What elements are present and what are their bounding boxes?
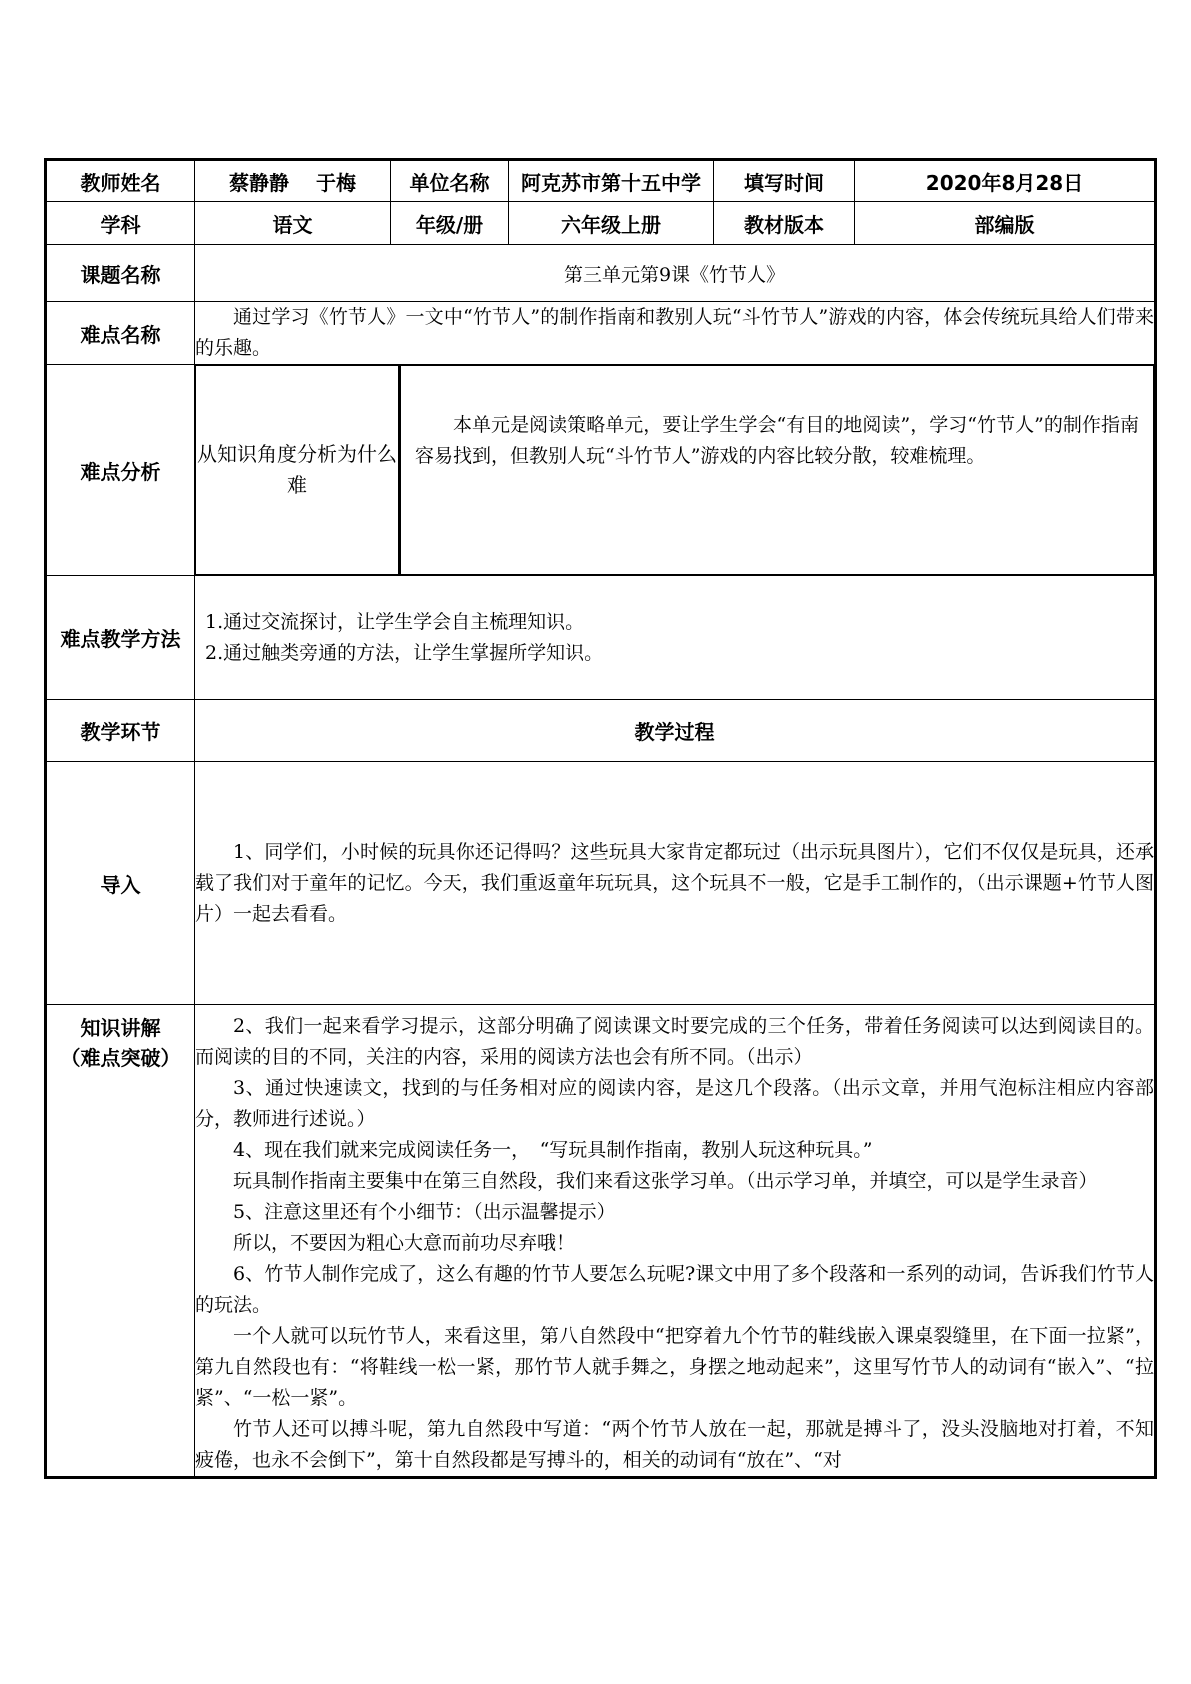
method-item-1: 1.通过交流探讨，让学生学会自主梳理知识。 — [205, 610, 585, 633]
unit-value: 阿克苏市第十五中学 — [509, 160, 714, 202]
knowledge-paragraph: 所以，不要因为粗心大意而前功尽弃哦！ — [233, 1232, 576, 1254]
stage-label: 教学环节 — [46, 700, 195, 762]
knowledge-value — [195, 1005, 1156, 1478]
date-label: 填写时间 — [714, 160, 855, 202]
method-row — [46, 576, 1156, 700]
edition-label: 教材版本 — [714, 202, 855, 245]
topic-value: 第三单元第9课《竹节人》 — [195, 245, 1156, 302]
grade-label: 年级/册 — [391, 202, 509, 245]
intro-text: 1、同学们，小时候的玩具你还记得吗？这些玩具大家肯定都玩过（出示玩具图片），它们不仅仅是玩具，还承载了我们对于童年的记忆。今天，我们重返童年玩玩具，这个玩具不一般，它是手工制作的，（出示课题+竹节人图片）一起去看看。 — [195, 840, 1154, 925]
analysis-value — [400, 366, 1154, 575]
knowledge-paragraph: 竹节人还可以搏斗呢，第九自然段中写道：“两个竹节人放在一起，那就是搏斗了，没头没脑地对打着，不知疲倦，也永不会倒下”，第十自然段都是写搏斗的，相关的动词有“放在”、“对 — [195, 1418, 1154, 1471]
method-value — [195, 576, 1156, 700]
analysis-sub-label: 从知识角度分析为什么难 — [196, 366, 400, 575]
process-header-row — [46, 700, 1156, 762]
analysis-cell — [195, 365, 1156, 576]
topic-label: 课题名称 — [46, 245, 195, 302]
method-label: 难点教学方法 — [46, 576, 195, 700]
difficulty-text: 通过学习《竹节人》一文中“竹节人”的制作指南和教别人玩“斗竹节人”游戏的内容，体会传统玩具给人们带来的乐趣。 — [195, 306, 1154, 359]
difficulty-label: 难点名称 — [46, 302, 195, 365]
knowledge-paragraph: 5、注意这里还有个小细节：（出示温馨提示） — [233, 1201, 616, 1223]
analysis-row — [46, 365, 1156, 576]
knowledge-paragraph: 玩具制作指南主要集中在第三自然段，我们来看这张学习单。（出示学习单，并填空，可以是学生录音） — [233, 1170, 1098, 1192]
grade-value: 六年级上册 — [509, 202, 714, 245]
header-row-1 — [46, 160, 1156, 202]
knowledge-paragraph: 4、现在我们就来完成阅读任务一， “写玩具制作指南，教别人玩这种玩具。” — [233, 1139, 873, 1161]
knowledge-label-line1: 知识讲解 — [80, 1016, 161, 1040]
method-item-2: 2.通过触类旁通的方法，让学生掌握所学知识。 — [205, 641, 604, 664]
date-value: 2020年8月28日 — [855, 160, 1156, 202]
knowledge-row — [46, 1005, 1156, 1478]
knowledge-paragraph: 6、竹节人制作完成了，这么有趣的竹节人要怎么玩呢?课文中用了多个段落和一系列的动词，告诉我们竹节人的玩法。 — [195, 1263, 1154, 1316]
process-label: 教学过程 — [195, 700, 1156, 762]
knowledge-label — [46, 1005, 195, 1478]
difficulty-row — [46, 302, 1156, 365]
analysis-text: 本单元是阅读策略单元，要让学生学会“有目的地阅读”，学习“竹节人”的制作指南容易找到，但教别人玩“斗竹节人”游戏的内容比较分散，较难梳理。 — [415, 414, 1139, 467]
lesson-plan-sheet — [44, 158, 1154, 1479]
lesson-plan-table — [44, 158, 1157, 1479]
edition-value: 部编版 — [855, 202, 1156, 245]
knowledge-paragraph: 2、我们一起来看学习提示，这部分明确了阅读课文时要完成的三个任务，带着任务阅读可以达到阅读目的。而阅读的目的不同，关注的内容，采用的阅读方法也会有所不同。（出示） — [195, 1015, 1154, 1068]
header-row-2 — [46, 202, 1156, 245]
knowledge-paragraph: 一个人就可以玩竹节人，来看这里，第八自然段中“把穿着九个竹节的鞋线嵌入课桌裂缝里，在下面一拉紧”，第九自然段也有：“将鞋线一松一紧，那竹节人就手舞之，身摆之地动起来”，这里写竹节人的动词有“嵌入”、“拉紧”、“一松一紧”。 — [195, 1325, 1154, 1409]
knowledge-label-line2: （难点突破） — [60, 1046, 181, 1070]
subject-label: 学科 — [46, 202, 195, 245]
knowledge-paragraph: 3、通过快速读文，找到的与任务相对应的阅读内容，是这几个段落。（出示文章，并用气泡标注相应内容部分，教师进行述说。） — [195, 1077, 1154, 1130]
intro-row — [46, 762, 1156, 1005]
teacher-label: 教师姓名 — [46, 160, 195, 202]
analysis-label: 难点分析 — [46, 365, 195, 576]
difficulty-value — [195, 302, 1156, 365]
teacher-value: 蔡静静 于梅 — [195, 160, 391, 202]
intro-label: 导入 — [46, 762, 195, 1005]
topic-row — [46, 245, 1156, 302]
subject-value: 语文 — [195, 202, 391, 245]
intro-value — [195, 762, 1156, 1005]
unit-label: 单位名称 — [391, 160, 509, 202]
